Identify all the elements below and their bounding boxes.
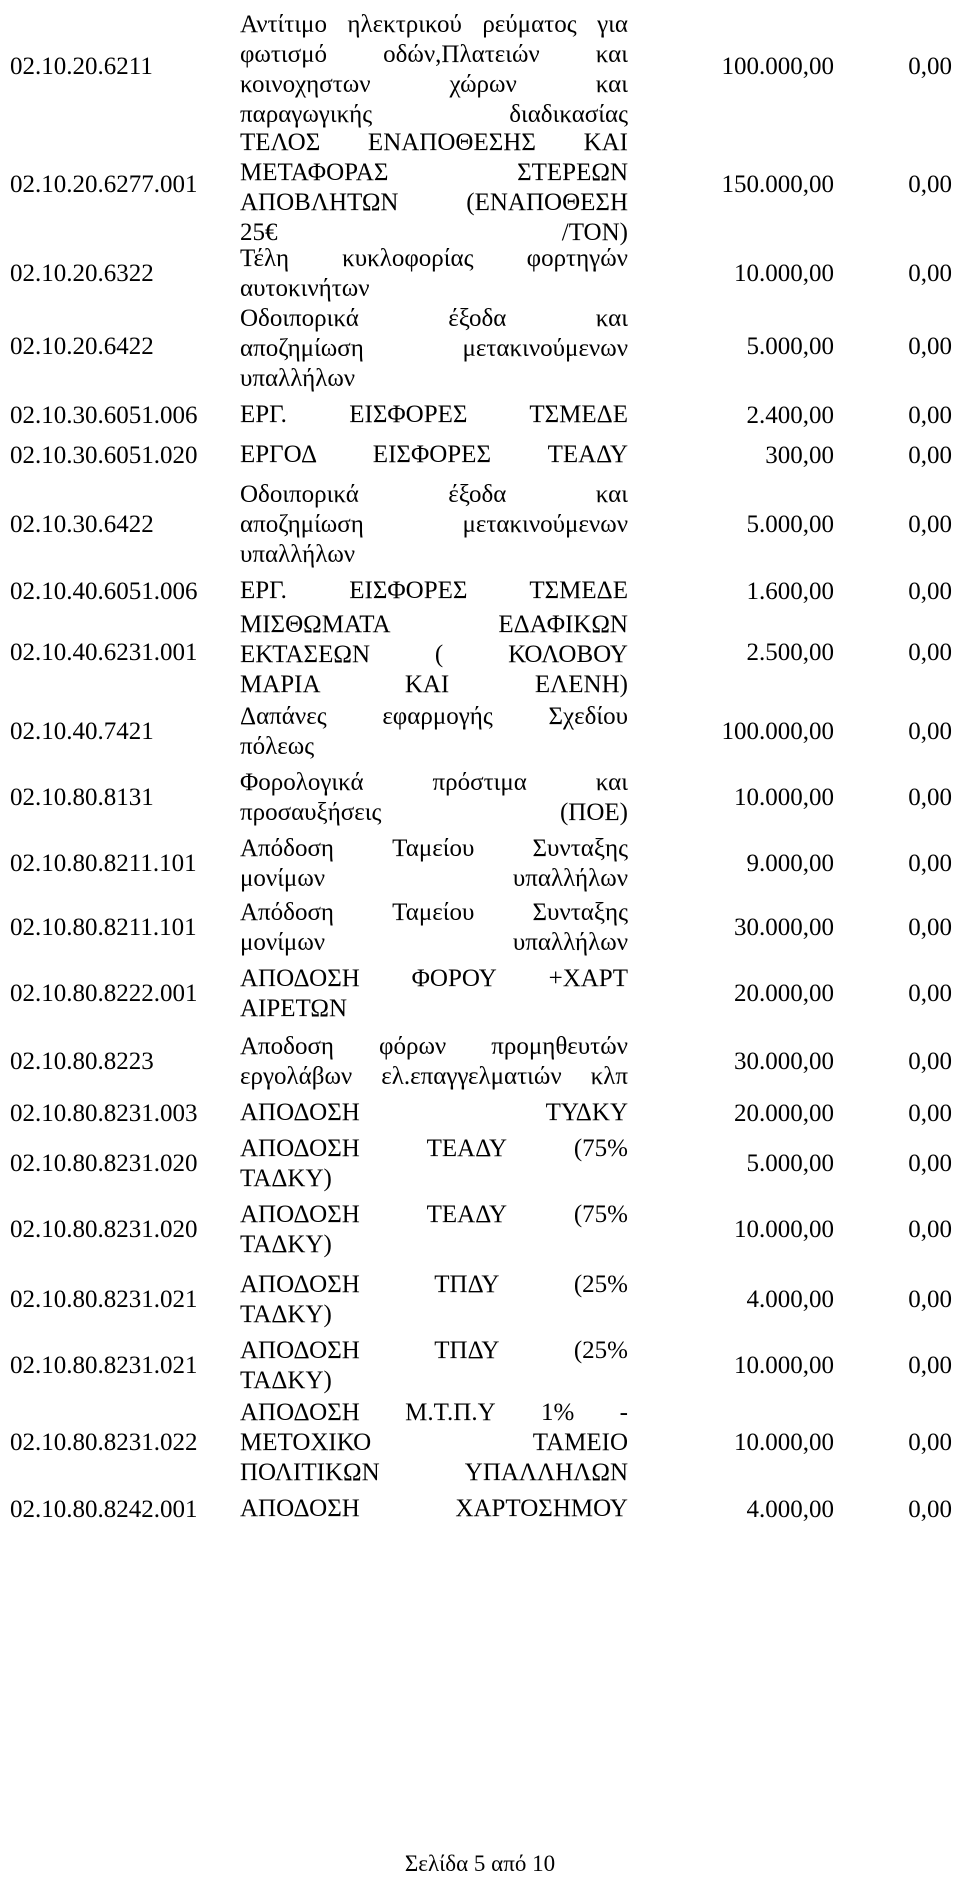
- amount-value: 5.000,00: [746, 1150, 834, 1177]
- second-amount-value: 0,00: [908, 402, 952, 429]
- account-code: 02.10.20.6422: [10, 333, 154, 360]
- amount-value: 150.000,00: [721, 171, 834, 198]
- table-row: [0, 400, 960, 432]
- description-line: ΑΠΟΔΟΣΗ ΤΕΑΔΥ (75%: [240, 1135, 628, 1162]
- table-row: [0, 480, 960, 570]
- description-line: ΑΠΟΔΟΣΗ ΤΕΑΔΥ (75%: [240, 1201, 628, 1228]
- description-line: πόλεως: [240, 733, 315, 760]
- account-code: 02.10.20.6211: [10, 53, 153, 80]
- account-code: 02.10.30.6051.020: [10, 442, 198, 469]
- description-line: Τέλη κυκλοφορίας φορτηγών: [240, 245, 628, 272]
- table-row: [0, 1134, 960, 1194]
- account-code: 02.10.30.6422: [10, 511, 154, 538]
- description-line: ΑΠΟΔΟΣΗ ΦΟΡΟΥ +ΧΑΡΤ: [240, 965, 628, 992]
- table-row: [0, 702, 960, 762]
- page-footer: Σελίδα 5 από 10: [404, 1851, 556, 1876]
- account-code: 02.10.80.8231.020: [10, 1216, 198, 1243]
- description-line: υπαλλήλων: [240, 541, 356, 568]
- second-amount-value: 0,00: [908, 1048, 952, 1075]
- table-row: [0, 440, 960, 472]
- amount-value: 10.000,00: [734, 1352, 834, 1379]
- item-description: [240, 834, 628, 894]
- amount-value: 100.000,00: [721, 718, 834, 745]
- description-line: ΤΑΔΚΥ): [240, 1367, 332, 1394]
- description-line: παραγωγικής διαδικασίας: [240, 101, 628, 128]
- table-row: [0, 1270, 960, 1330]
- description-line: Αντίτιμο ηλεκτρικού ρεύματος για: [240, 11, 628, 38]
- second-amount-value: 0,00: [908, 53, 952, 80]
- account-code: 02.10.80.8131: [10, 784, 154, 811]
- description-line: ΤΑΔΚΥ): [240, 1231, 332, 1258]
- description-line: ΤΕΛΟΣ ΕΝΑΠΟΘΕΣΗΣ ΚΑΙ: [240, 129, 628, 156]
- table-row: [0, 1494, 960, 1526]
- table-row: [0, 10, 960, 128]
- table-row: [0, 1200, 960, 1260]
- second-amount-value: 0,00: [908, 639, 952, 666]
- account-code: 02.10.80.8231.021: [10, 1286, 198, 1313]
- item-description: [240, 768, 628, 828]
- item-description: [240, 1098, 628, 1128]
- description-line: Οδοιπορικά έξοδα και: [240, 305, 628, 332]
- second-amount-value: 0,00: [908, 333, 952, 360]
- amount-value: 30.000,00: [734, 1048, 834, 1075]
- second-amount-value: 0,00: [908, 578, 952, 605]
- table-row: [0, 898, 960, 958]
- description-line: ΑΙΡΕΤΩΝ: [240, 995, 348, 1022]
- item-description: [240, 610, 628, 700]
- description-line: αποζημίωση μετακινούμενων: [240, 335, 628, 362]
- account-code: 02.10.80.8211.101: [10, 850, 197, 877]
- account-code: 02.10.30.6051.006: [10, 402, 198, 429]
- description-line: ΤΑΔΚΥ): [240, 1165, 332, 1192]
- table-row: [0, 1098, 960, 1130]
- amount-value: 100.000,00: [721, 53, 834, 80]
- item-description: [240, 1270, 628, 1330]
- description-line: εργολάβων ελ.επαγγελματιών κλπ: [240, 1063, 628, 1090]
- amount-value: 5.000,00: [746, 511, 834, 538]
- description-line: ΜΕΤΑΦΟΡΑΣ ΣΤΕΡΕΩΝ: [240, 159, 628, 186]
- description-line: ΑΠΟΔΟΣΗ ΤΥΔΚΥ: [240, 1099, 628, 1126]
- second-amount-value: 0,00: [908, 1100, 952, 1127]
- account-code: 02.10.40.6051.006: [10, 578, 198, 605]
- description-line: μονίμων υπαλλήλων: [240, 929, 628, 956]
- description-line: ΜΑΡΙΑ ΚΑΙ ΕΛΕΝΗ): [240, 671, 628, 698]
- amount-value: 20.000,00: [734, 980, 834, 1007]
- account-code: 02.10.80.8223: [10, 1048, 154, 1075]
- item-description: [240, 898, 628, 958]
- item-description: [240, 1134, 628, 1194]
- second-amount-value: 0,00: [908, 1286, 952, 1313]
- account-code: 02.10.80.8231.020: [10, 1150, 198, 1177]
- description-line: ΑΠΟΔΟΣΗ ΤΠΔΥ (25%: [240, 1337, 628, 1364]
- amount-value: 10.000,00: [734, 1216, 834, 1243]
- amount-value: 4.000,00: [746, 1496, 834, 1523]
- item-description: [240, 1200, 628, 1260]
- table-row: [0, 834, 960, 894]
- second-amount-value: 0,00: [908, 1429, 952, 1456]
- account-code: 02.10.80.8242.001: [10, 1496, 198, 1523]
- description-line: Δαπάνες εφαρμογής Σχεδίου: [240, 703, 628, 730]
- description-line: ΕΚΤΑΣΕΩΝ ( ΚΟΛΟΒΟΥ: [240, 641, 628, 668]
- second-amount-value: 0,00: [908, 511, 952, 538]
- item-description: [240, 480, 628, 570]
- item-description: [240, 440, 628, 470]
- description-line: 25€ /ΤΟΝ): [240, 219, 628, 246]
- account-code: 02.10.80.8231.022: [10, 1429, 198, 1456]
- item-description: [240, 304, 628, 394]
- description-line: ΜΕΤΟΧΙΚΟ ΤΑΜΕΙΟ: [240, 1429, 628, 1456]
- amount-value: 2.500,00: [746, 639, 834, 666]
- amount-value: 9.000,00: [746, 850, 834, 877]
- item-description: [240, 128, 628, 248]
- description-line: Απόδοση Ταμείου Συνταξης: [240, 899, 628, 926]
- description-line: Οδοιπορικά έξοδα και: [240, 481, 628, 508]
- description-line: Απόδοση Ταμείου Συνταξης: [240, 835, 628, 862]
- description-line: ΑΠΟΔΟΣΗ Μ.Τ.Π.Υ 1% -: [240, 1399, 628, 1426]
- amount-value: 10.000,00: [734, 260, 834, 287]
- second-amount-value: 0,00: [908, 171, 952, 198]
- description-line: αυτοκινήτων: [240, 275, 370, 302]
- table-row: [0, 610, 960, 696]
- description-line: Φορολογικά πρόστιμα και: [240, 769, 628, 796]
- account-code: 02.10.40.7421: [10, 718, 154, 745]
- description-line: ΠΟΛΙΤΙΚΩΝ ΥΠΑΛΛΗΛΩΝ: [240, 1459, 628, 1486]
- second-amount-value: 0,00: [908, 718, 952, 745]
- item-description: [240, 400, 628, 430]
- amount-value: 30.000,00: [734, 914, 834, 941]
- item-description: [240, 1032, 628, 1092]
- account-code: 02.10.80.8222.001: [10, 980, 198, 1007]
- second-amount-value: 0,00: [908, 1216, 952, 1243]
- table-row: [0, 964, 960, 1024]
- item-description: [240, 10, 628, 130]
- amount-value: 1.600,00: [746, 578, 834, 605]
- table-row: [0, 1336, 960, 1396]
- second-amount-value: 0,00: [908, 442, 952, 469]
- table-row: [0, 304, 960, 390]
- item-description: [240, 244, 628, 304]
- description-line: ΕΡΓΟΔ ΕΙΣΦΟΡΕΣ ΤΕΑΔΥ: [240, 441, 628, 468]
- description-line: ΕΡΓ. ΕΙΣΦΟΡΕΣ ΤΣΜΕΔΕ: [240, 401, 628, 428]
- description-line: ΑΠΟΒΛΗΤΩΝ (ΕΝΑΠΟΘΕΣΗ: [240, 189, 628, 216]
- amount-value: 5.000,00: [746, 333, 834, 360]
- description-line: υπαλλήλων: [240, 365, 356, 392]
- description-line: προσαυξήσεις (ΠΟΕ): [240, 799, 628, 826]
- description-line: ΑΠΟΔΟΣΗ ΤΠΔΥ (25%: [240, 1271, 628, 1298]
- account-code: 02.10.40.6231.001: [10, 639, 198, 666]
- item-description: [240, 576, 628, 606]
- second-amount-value: 0,00: [908, 1150, 952, 1177]
- description-line: φωτισμό οδών,Πλατειών και: [240, 41, 628, 68]
- description-line: ΕΡΓ. ΕΙΣΦΟΡΕΣ ΤΣΜΕΔΕ: [240, 577, 628, 604]
- second-amount-value: 0,00: [908, 784, 952, 811]
- description-line: Αποδοση φόρων προμηθευτών: [240, 1033, 628, 1060]
- table-row: [0, 576, 960, 608]
- amount-value: 300,00: [765, 442, 834, 469]
- second-amount-value: 0,00: [908, 260, 952, 287]
- table-row: [0, 128, 960, 246]
- account-code: 02.10.80.8211.101: [10, 914, 197, 941]
- account-code: 02.10.20.6277.001: [10, 171, 198, 198]
- item-description: [240, 1398, 628, 1488]
- item-description: [240, 964, 628, 1024]
- amount-value: 20.000,00: [734, 1100, 834, 1127]
- table-row: [0, 1032, 960, 1092]
- amount-value: 10.000,00: [734, 784, 834, 811]
- item-description: [240, 1336, 628, 1396]
- account-code: 02.10.20.6322: [10, 260, 154, 287]
- description-line: μονίμων υπαλλήλων: [240, 865, 628, 892]
- table-row: [0, 244, 960, 304]
- second-amount-value: 0,00: [908, 980, 952, 1007]
- item-description: [240, 1494, 628, 1524]
- second-amount-value: 0,00: [908, 914, 952, 941]
- second-amount-value: 0,00: [908, 1496, 952, 1523]
- account-code: 02.10.80.8231.003: [10, 1100, 198, 1127]
- table-row: [0, 768, 960, 828]
- description-line: αποζημίωση μετακινούμενων: [240, 511, 628, 538]
- description-line: ΜΙΣΘΩΜΑΤΑ ΕΔΑΦΙΚΩΝ: [240, 611, 628, 638]
- table-row: [0, 1398, 960, 1488]
- amount-value: 4.000,00: [746, 1286, 834, 1313]
- amount-value: 2.400,00: [746, 402, 834, 429]
- item-description: [240, 702, 628, 762]
- second-amount-value: 0,00: [908, 850, 952, 877]
- description-line: κοινοχηστων χώρων και: [240, 71, 628, 98]
- account-code: 02.10.80.8231.021: [10, 1352, 198, 1379]
- amount-value: 10.000,00: [734, 1429, 834, 1456]
- description-line: ΤΑΔΚΥ): [240, 1301, 332, 1328]
- description-line: ΑΠΟΔΟΣΗ ΧΑΡΤΟΣΗΜΟΥ: [240, 1495, 628, 1522]
- second-amount-value: 0,00: [908, 1352, 952, 1379]
